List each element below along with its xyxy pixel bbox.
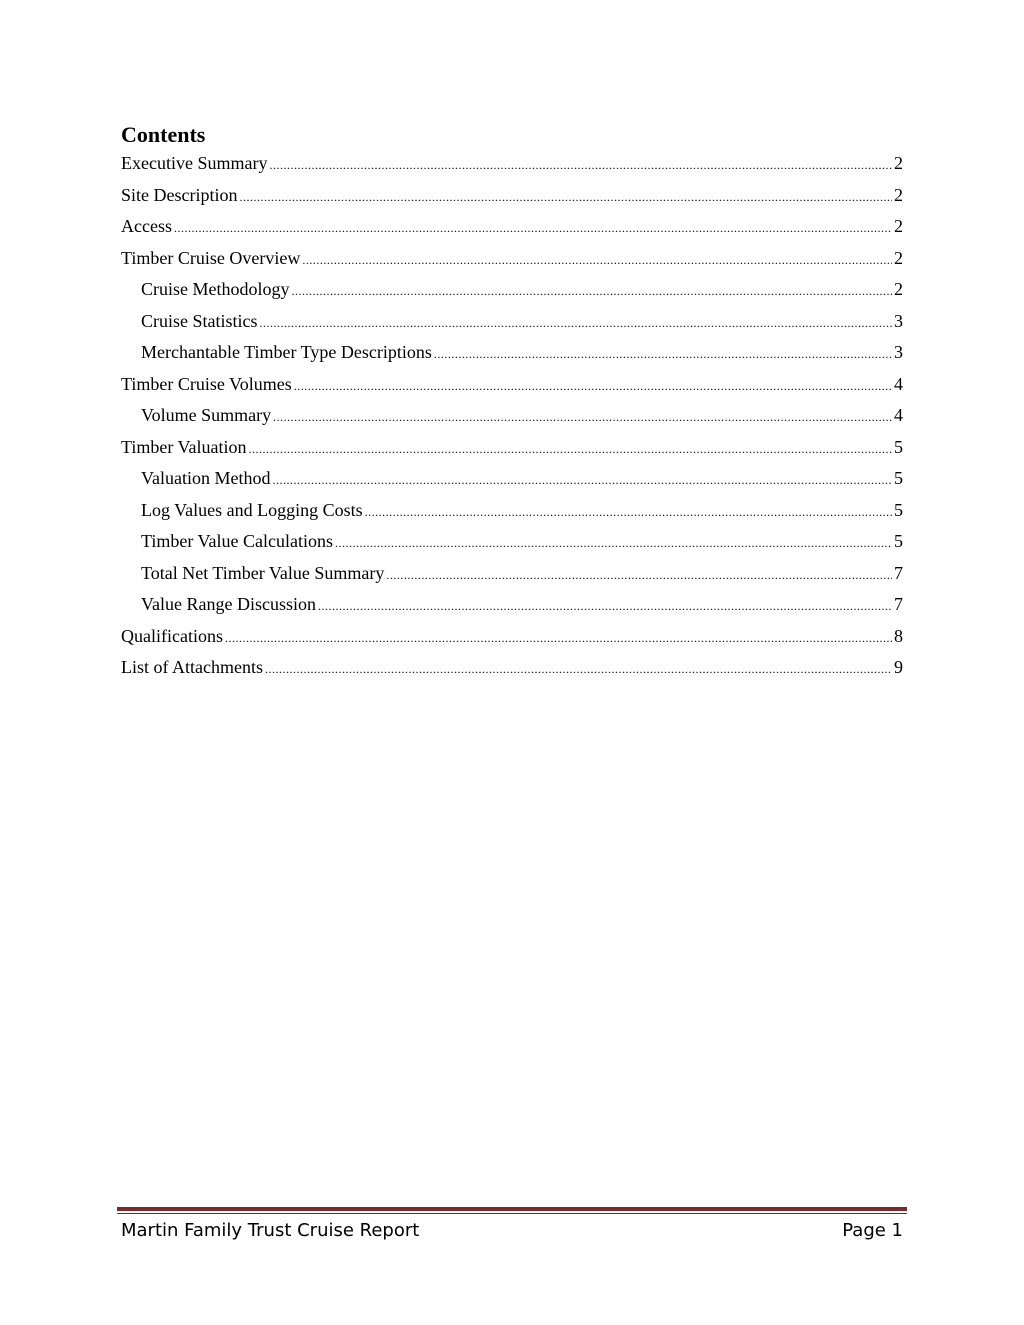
toc-dot-leader — [269, 150, 892, 182]
toc-entry-title[interactable]: Merchantable Timber Type Descriptions — [141, 342, 432, 362]
toc-dot-leader — [260, 308, 893, 340]
toc-dot-leader — [292, 276, 893, 308]
toc-dot-leader — [318, 591, 892, 623]
footer-rule-thin — [117, 1213, 907, 1214]
toc-entry-page[interactable]: 5 — [894, 499, 903, 520]
toc-dot-leader — [273, 402, 892, 434]
toc-entry-title[interactable]: Valuation Method — [141, 468, 271, 488]
toc-entry[interactable] — [121, 432, 903, 464]
toc-entry-page[interactable]: 9 — [894, 657, 903, 677]
toc-entry-page[interactable]: 7 — [894, 562, 903, 583]
toc-entry-page[interactable]: 4 — [894, 373, 903, 394]
toc-dot-leader — [365, 497, 892, 529]
toc-entry[interactable] — [121, 243, 903, 275]
footer-document-title: Martin Family Trust Cruise Report — [121, 1220, 420, 1241]
toc-entry[interactable] — [121, 306, 903, 338]
footer-page-number: Page 1 — [842, 1220, 903, 1241]
toc-dot-leader — [294, 371, 892, 403]
toc-entry[interactable] — [121, 526, 903, 558]
toc-entry-title[interactable]: Timber Value Calculations — [141, 531, 333, 551]
toc-entry-page[interactable]: 3 — [894, 342, 903, 362]
toc-entry-title[interactable]: Value Range Discussion — [141, 594, 316, 614]
toc-dot-leader — [335, 528, 892, 560]
footer-rule-thick — [117, 1207, 907, 1211]
toc-entry[interactable] — [121, 652, 903, 684]
toc-entry[interactable] — [121, 148, 903, 180]
footer-rule — [117, 1207, 907, 1217]
toc-entry-title[interactable]: List of Attachments — [121, 657, 263, 677]
toc-dot-leader — [302, 245, 892, 277]
toc-entry-page[interactable]: 5 — [894, 531, 903, 551]
toc-entry-page[interactable]: 4 — [894, 405, 903, 425]
toc-entry-title[interactable]: Cruise Methodology — [141, 279, 290, 299]
toc-entry-page[interactable]: 2 — [894, 184, 903, 205]
page-footer — [121, 1218, 903, 1244]
toc-entry-title[interactable]: Qualifications — [121, 625, 223, 646]
toc-entry-title[interactable]: Timber Valuation — [121, 436, 247, 457]
toc-entry[interactable] — [121, 337, 903, 369]
toc-entry[interactable] — [121, 558, 903, 590]
toc-dot-leader — [272, 465, 892, 497]
toc-entry-title[interactable]: Executive Summary — [121, 153, 268, 173]
toc-entry-page[interactable]: 2 — [894, 216, 903, 236]
toc-entry[interactable] — [121, 621, 903, 653]
toc-entry-title[interactable]: Log Values and Logging Costs — [141, 499, 363, 520]
toc-entry-title[interactable]: Access — [121, 216, 172, 236]
toc-entry[interactable] — [121, 369, 903, 401]
toc-entry-title[interactable]: Timber Cruise Volumes — [121, 373, 292, 394]
toc-entry[interactable] — [121, 463, 903, 495]
toc-entry-page[interactable]: 2 — [894, 247, 903, 268]
toc-dot-leader — [249, 434, 892, 466]
toc-dot-leader — [434, 339, 892, 371]
toc-entry-page[interactable]: 2 — [894, 279, 903, 299]
toc-dot-leader — [265, 654, 892, 686]
toc-entry-title[interactable]: Total Net Timber Value Summary — [141, 562, 385, 583]
toc-dot-leader — [174, 213, 892, 245]
toc-entry-title[interactable]: Site Description — [121, 184, 238, 205]
toc-entry-page[interactable]: 5 — [894, 468, 903, 488]
toc-entry-title[interactable]: Cruise Statistics — [141, 310, 258, 331]
toc-entry[interactable] — [121, 589, 903, 621]
toc-dot-leader — [225, 623, 892, 655]
toc-dot-leader — [386, 560, 892, 592]
toc-entry-title[interactable]: Timber Cruise Overview — [121, 247, 301, 268]
toc-entry-page[interactable]: 3 — [894, 310, 903, 331]
toc-entry[interactable] — [121, 180, 903, 212]
toc-entry-page[interactable]: 2 — [894, 153, 903, 173]
toc-entry-title[interactable]: Volume Summary — [141, 405, 272, 425]
toc-entry-page[interactable]: 8 — [894, 625, 903, 646]
toc-dot-leader — [239, 182, 892, 214]
toc-entry[interactable] — [121, 274, 903, 306]
toc-entry[interactable] — [121, 211, 903, 243]
toc-entry-page[interactable]: 7 — [894, 594, 903, 614]
toc-entry-page[interactable]: 5 — [894, 436, 903, 457]
toc-entry[interactable] — [121, 495, 903, 527]
toc-heading: Contents — [121, 122, 206, 147]
toc-list — [121, 148, 903, 684]
toc-entry[interactable] — [121, 400, 903, 432]
